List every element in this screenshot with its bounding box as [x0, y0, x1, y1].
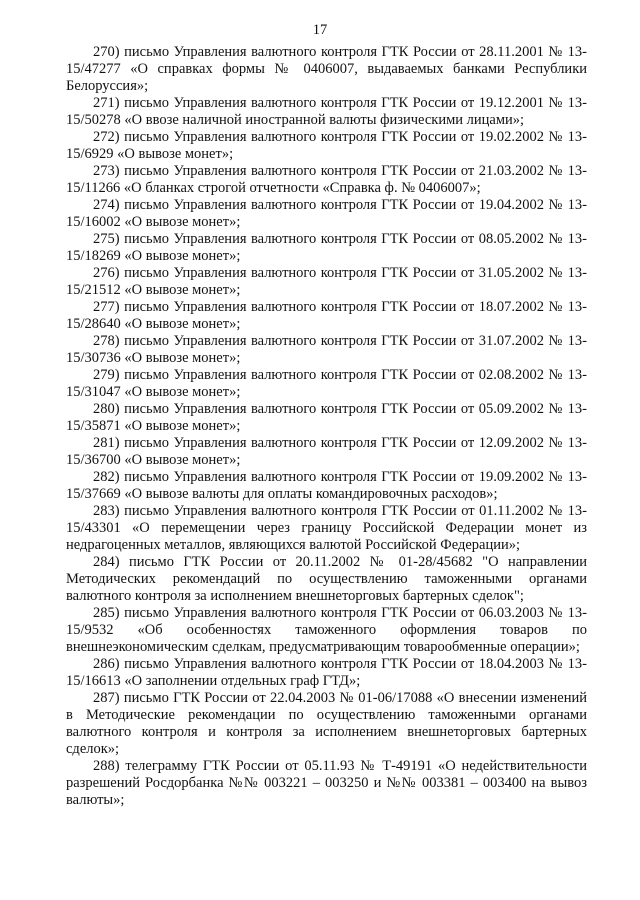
list-item: 287) письмо ГТК России от 22.04.2003 № 01-06/17088 «О внесении изменений в Методические рекомендации по осуществлению таможенными органами валютного контроля и контроля за исполнением внешнеторговых бартерных сделок»;	[66, 690, 587, 757]
list-item: 278) письмо Управления валютного контроля ГТК России от 31.07.2002 № 13-15/30736 «О вывозе монет»;	[66, 333, 587, 366]
list-item: 271) письмо Управления валютного контроля ГТК России от 19.12.2001 № 13-15/50278 «О ввозе наличной иностранной валюты физическими лицами»;	[66, 95, 587, 128]
list-item: 275) письмо Управления валютного контроля ГТК России от 08.05.2002 № 13-15/18269 «О вывозе монет»;	[66, 231, 587, 264]
list-item: 281) письмо Управления валютного контроля ГТК России от 12.09.2002 № 13-15/36700 «О вывозе монет»;	[66, 435, 587, 468]
list-item: 283) письмо Управления валютного контроля ГТК России от 01.11.2002 № 13-15/43301 «О перемещении через границу Российской Федерации монет из недрагоценных металлов, являющихся валютой Российской Федерации»;	[66, 503, 587, 553]
page-number: 17	[312, 22, 328, 38]
list-item: 274) письмо Управления валютного контроля ГТК России от 19.04.2002 № 13-15/16002 «О вывозе монет»;	[66, 197, 587, 230]
list-item: 285) письмо Управления валютного контроля ГТК России от 06.03.2003 № 13-15/9532 «Об особенностях таможенного оформления товаров по внешнеэкономическим сделкам, предусматривающим товарообменные операции»;	[66, 605, 587, 655]
list-item: 272) письмо Управления валютного контроля ГТК России от 19.02.2002 № 13-15/6929 «О вывозе монет»;	[66, 129, 587, 162]
list-item: 270) письмо Управления валютного контроля ГТК России от 28.11.2001 № 13-15/47277 «О справках формы № 0406007, выдаваемых банками Республики Белоруссия»;	[66, 44, 587, 94]
list-item: 273) письмо Управления валютного контроля ГТК России от 21.03.2002 № 13-15/11266 «О бланках строгой отчетности «Справка ф. № 0406007»;	[66, 163, 587, 196]
list-item: 288) телеграмму ГТК России от 05.11.93 № Т-49191 «О недействительности разрешений Росдорбанка №№ 003221 – 003250 и №№ 003381 – 003400 на вывоз валюты»;	[66, 758, 587, 808]
list-item: 286) письмо Управления валютного контроля ГТК России от 18.04.2003 № 13-15/16613 «О заполнении отдельных граф ГТД»;	[66, 656, 587, 689]
list-item: 276) письмо Управления валютного контроля ГТК России от 31.05.2002 № 13-15/21512 «О вывозе монет»;	[66, 265, 587, 298]
list-item: 277) письмо Управления валютного контроля ГТК России от 18.07.2002 № 13-15/28640 «О вывозе монет»;	[66, 299, 587, 332]
list-item: 279) письмо Управления валютного контроля ГТК России от 02.08.2002 № 13-15/31047 «О вывозе монет»;	[66, 367, 587, 400]
list-item: 282) письмо Управления валютного контроля ГТК России от 19.09.2002 № 13-15/37669 «О вывозе валюты для оплаты командировочных расходов»;	[66, 469, 587, 502]
list-item: 284) письмо ГТК России от 20.11.2002 № 01-28/45682 "О направлении Методических рекомендаций по осуществлению таможенными органами валютного контроля за исполнением внешнеторговых бартерных сделок";	[66, 554, 587, 604]
list-item: 280) письмо Управления валютного контроля ГТК России от 05.09.2002 № 13-15/35871 «О вывозе монет»;	[66, 401, 587, 434]
document-body	[66, 44, 587, 809]
